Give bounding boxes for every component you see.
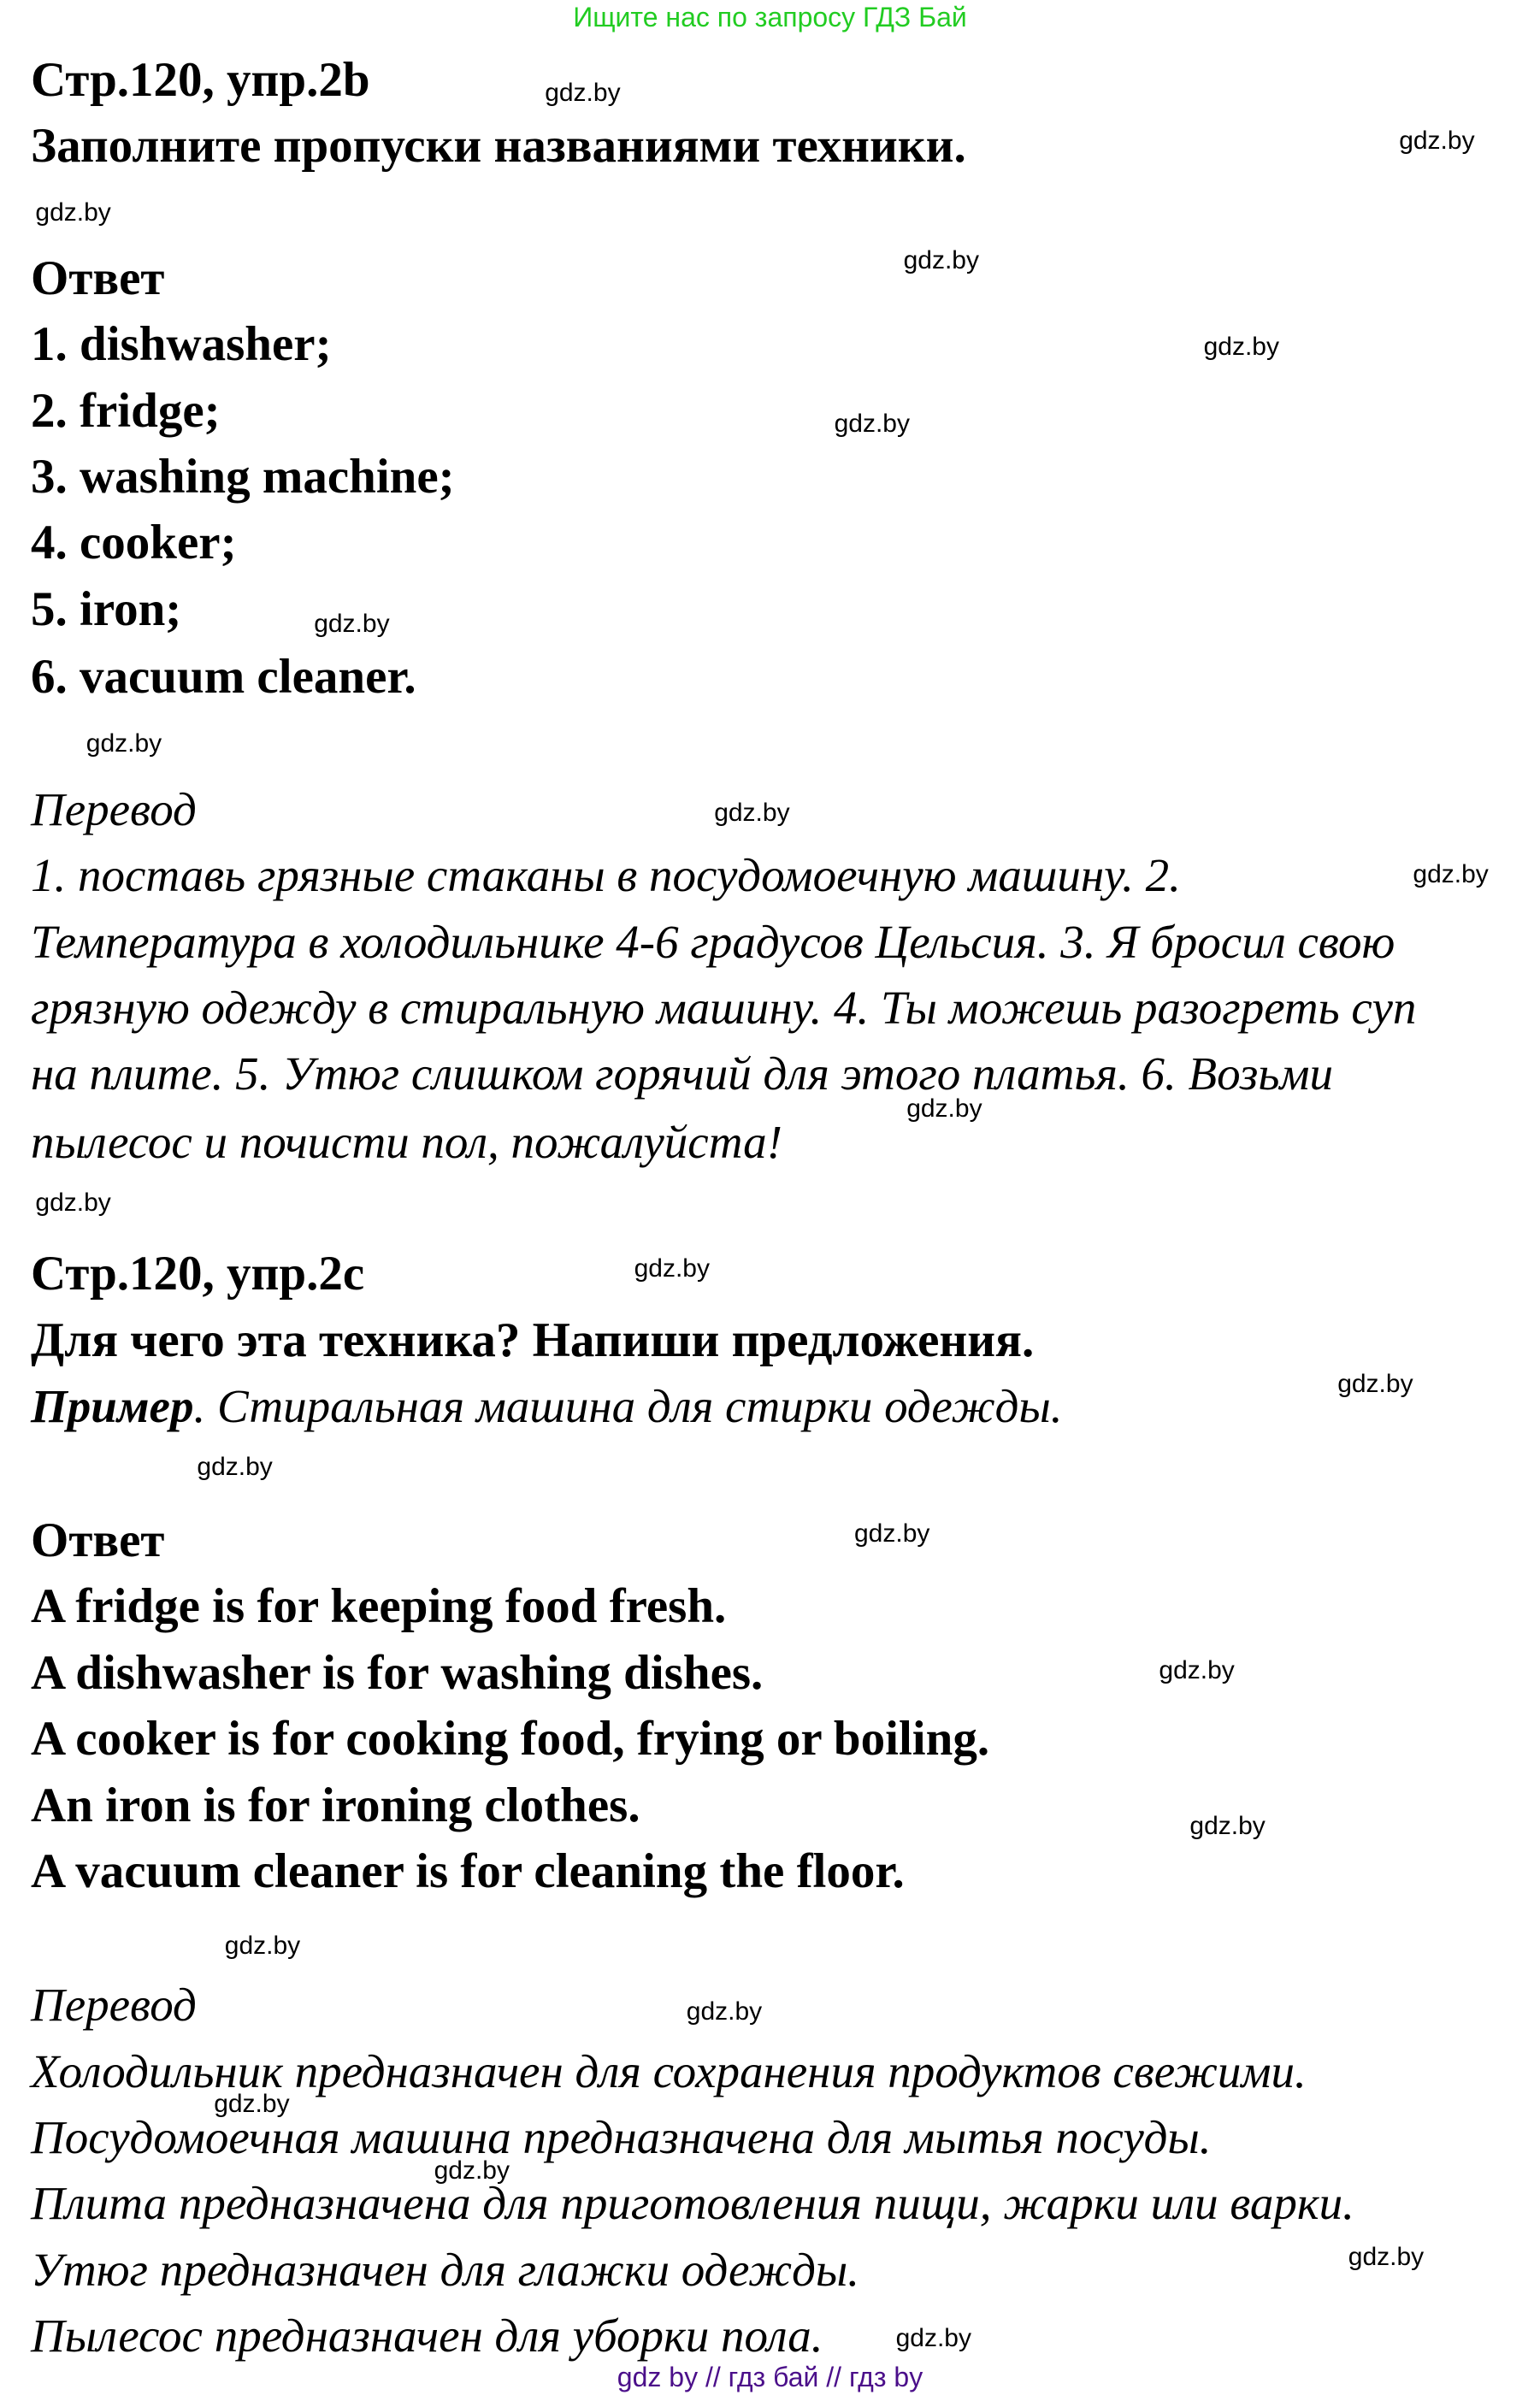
watermark: gdz.by <box>854 1519 930 1548</box>
footer-links[interactable]: gdz by // гдз бай // гдз by <box>617 2362 923 2392</box>
watermark: gdz.by <box>214 2090 290 2119</box>
translation-line: Пылесос предназначен для уборки пола. <box>31 2309 823 2362</box>
watermark: gdz.by <box>1337 1370 1413 1398</box>
watermark: gdz.by <box>895 2324 971 2352</box>
answer-item: 1. dishwasher; <box>31 317 332 371</box>
section-title: Стр.120, упр.2b <box>31 53 370 107</box>
answer-label: Ответ <box>31 251 165 305</box>
watermark: gdz.by <box>1413 860 1489 889</box>
watermark: gdz.by <box>1189 1811 1266 1840</box>
watermark: gdz.by <box>86 729 162 758</box>
translation-label: Перевод <box>31 1979 197 2031</box>
watermark: gdz.by <box>1159 1655 1235 1684</box>
example-line <box>31 1373 1062 1440</box>
task-text: Заполните пропуски названиями техники. <box>31 119 966 173</box>
watermark: gdz.by <box>1348 2242 1425 2271</box>
watermark: gdz.by <box>545 78 621 107</box>
answer-item: An iron is for ironing clothes. <box>31 1779 640 1832</box>
watermark: gdz.by <box>1399 126 1475 155</box>
translation-line: Температура в холодильнике 4-6 градусов Цельсия. 3. Я бросил свою <box>31 916 1395 968</box>
answer-item: A fridge is for keeping food fresh. <box>31 1579 727 1633</box>
task-text: Для чего эта техника? Напиши предложения. <box>31 1313 1035 1367</box>
section-title: Стр.120, упр.2c <box>31 1247 365 1301</box>
translation-line: на плите. 5. Утюг слишком горячий для этого платья. 6. Возьми <box>31 1047 1333 1100</box>
translation-line: Холодильник предназначен для сохранения продуктов свежими. <box>31 2045 1307 2097</box>
answer-item: 4. cooker; <box>31 516 237 569</box>
example-label: Пример <box>31 1380 194 1432</box>
watermark: gdz.by <box>224 1932 301 1960</box>
watermark: gdz.by <box>314 609 390 638</box>
promo-banner[interactable]: Ищите нас по запросу ГДЗ Бай <box>573 2 967 32</box>
answer-item: A vacuum cleaner is for cleaning the floor. <box>31 1844 905 1898</box>
watermark: gdz.by <box>434 2156 510 2185</box>
translation-line: грязную одежду в стиральную машину. 4. Ты можешь разогреть суп <box>31 982 1417 1034</box>
watermark: gdz.by <box>714 799 790 828</box>
watermark: gdz.by <box>35 1188 111 1217</box>
translation-line: пылесос и почисти пол, пожалуйста! <box>31 1116 782 1168</box>
watermark: gdz.by <box>686 1997 763 2026</box>
answer-label: Ответ <box>31 1513 165 1567</box>
watermark: gdz.by <box>35 198 111 227</box>
answer-item: 3. washing machine; <box>31 450 455 504</box>
translation-line: Плита предназначена для приготовления пищи, жарки или варки. <box>31 2177 1354 2229</box>
translation-line: Утюг предназначен для глажки одежды. <box>31 2244 859 2296</box>
answer-item: 6. vacuum cleaner. <box>31 650 416 704</box>
example-text: . Стиральная машина для стирки одежды. <box>193 1380 1063 1432</box>
watermark: gdz.by <box>834 409 910 438</box>
watermark: gdz.by <box>1203 332 1279 361</box>
answer-item: 5. iron; <box>31 582 182 636</box>
translation-line: Посудомоечная машина предназначена для мытья посуды. <box>31 2111 1212 2163</box>
answer-item: A dishwasher is for washing dishes. <box>31 1646 764 1700</box>
translation-line: 1. поставь грязные стаканы в посудомоечную машину. 2. <box>31 849 1181 901</box>
watermark: gdz.by <box>906 1094 982 1123</box>
watermark: gdz.by <box>903 246 979 274</box>
watermark: gdz.by <box>197 1453 273 1482</box>
watermark: gdz.by <box>634 1254 710 1283</box>
answer-item: A cooker is for cooking food, frying or boiling. <box>31 1712 990 1766</box>
answer-item: 2. fridge; <box>31 384 221 438</box>
translation-label: Перевод <box>31 783 197 835</box>
